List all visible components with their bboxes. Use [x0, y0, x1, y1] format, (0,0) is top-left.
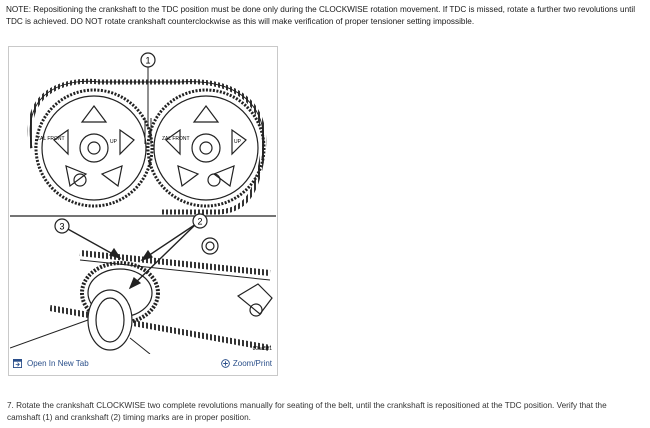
callout-2: 2 — [197, 216, 203, 227]
sprocket-label-right: ZAL FRONT — [162, 136, 190, 142]
left-camshaft-sprocket — [36, 90, 152, 206]
crankshaft-panel — [10, 214, 272, 354]
figure-toolbar — [9, 355, 277, 375]
right-camshaft-sprocket — [148, 90, 264, 206]
sprocket-label-left: ZAL FRONT — [37, 136, 65, 142]
camshaft-panel — [10, 53, 276, 216]
up-label-right: UP — [234, 139, 241, 145]
timing-marks-illustration — [10, 48, 276, 354]
callout-3: 3 — [59, 221, 65, 232]
up-label-left: UP — [110, 139, 117, 145]
note-text: NOTE: Repositioning the crankshaft to the TDC position must be done only during the CLOCKWISE rotation movement. If TDC is missed, rotate a further two revolutions until TDC is achieved. DO NOT rotate crankshaft counterclockwise as this will make verification of proper tensioner setting impossible. — [6, 5, 636, 26]
zoom-print-label: Zoom/Print — [232, 359, 272, 368]
zoom-plus-icon — [221, 359, 230, 368]
open-in-new-tab-link[interactable] — [13, 359, 89, 368]
figure-frame — [8, 46, 278, 376]
zoom-print-link[interactable] — [221, 359, 272, 368]
open-tab-icon — [13, 359, 22, 368]
figure-id: 80aa5ff1 — [252, 346, 272, 352]
step-7-text: 7. Rotate the crankshaft CLOCKWISE two complete revolutions manually for seating of the belt, until the crankshaft is repositioned at the TDC position. Verify that the camshaft (1) and crankshaft (2) timing marks are in proper position. — [7, 401, 607, 422]
callout-1: 1 — [145, 55, 151, 66]
open-in-new-tab-label: Open In New Tab — [27, 359, 89, 368]
